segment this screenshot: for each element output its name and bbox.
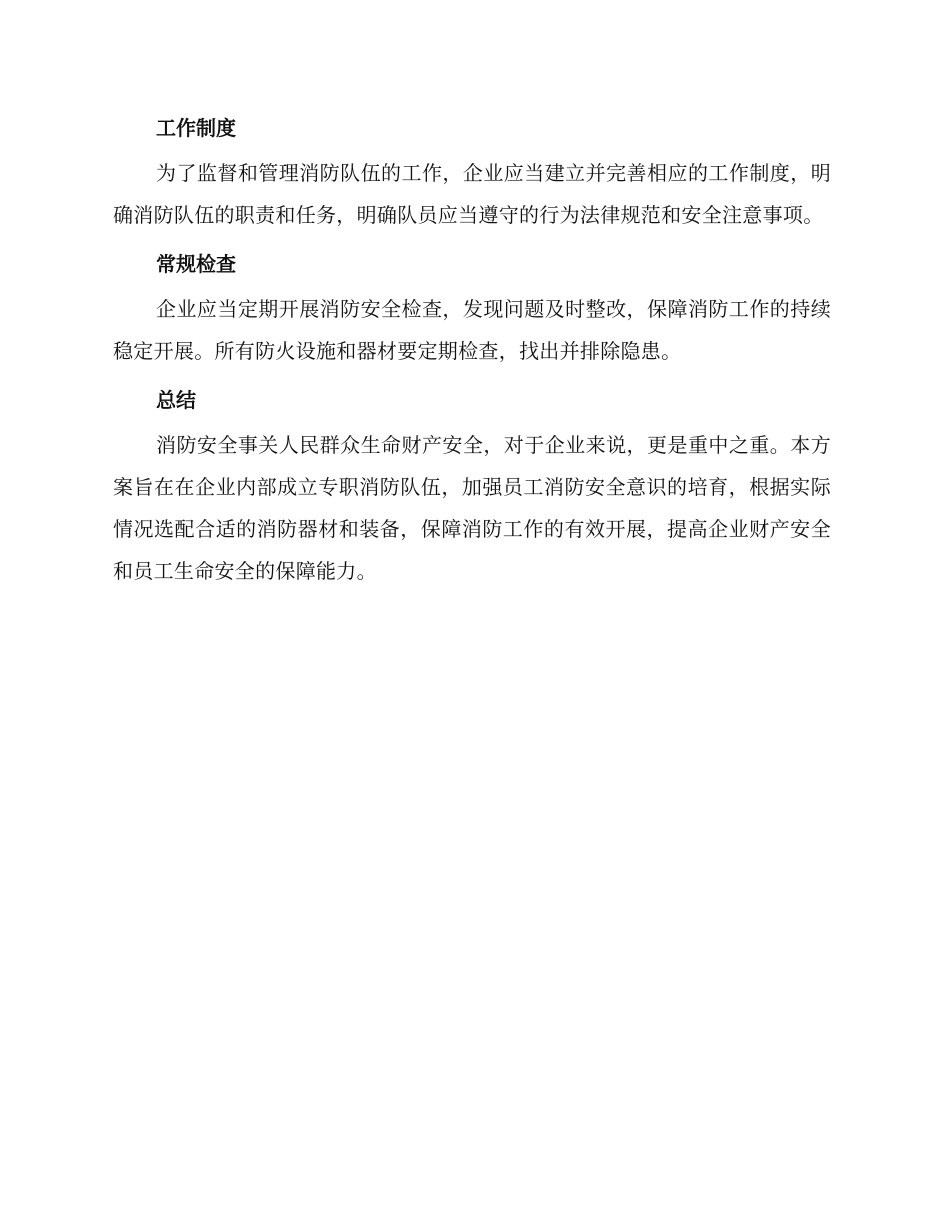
section-heading-routine-inspection: 常规检查: [156, 252, 236, 276]
section-body-work-system: 为了监督和管理消防队伍的工作，企业应当建立并完善相应的工作制度，明确消防队伍的职责和任务，明确队员应当遵守的行为法律规范和安全注意事项。: [113, 161, 831, 227]
section-heading-work-system: 工作制度: [156, 116, 236, 140]
section-body-routine-inspection: 企业应当定期开展消防安全检查，发现问题及时整改，保障消防工作的持续稳定开展。所有防火设施和器材要定期检查，找出并排除隐患。: [113, 297, 831, 363]
section-body-summary: 消防安全事关人民群众生命财产安全，对于企业来说，更是重中之重。本方案旨在在企业内部成立专职消防队伍，加强员工消防安全意识的培育，根据实际情况选配合适的消防器材和装备，保障消防工作的有效开展，提高企业财产安全和员工生命安全的保障能力。: [113, 433, 831, 583]
document-content: [113, 108, 831, 600]
section-heading-summary: 总结: [156, 388, 196, 412]
